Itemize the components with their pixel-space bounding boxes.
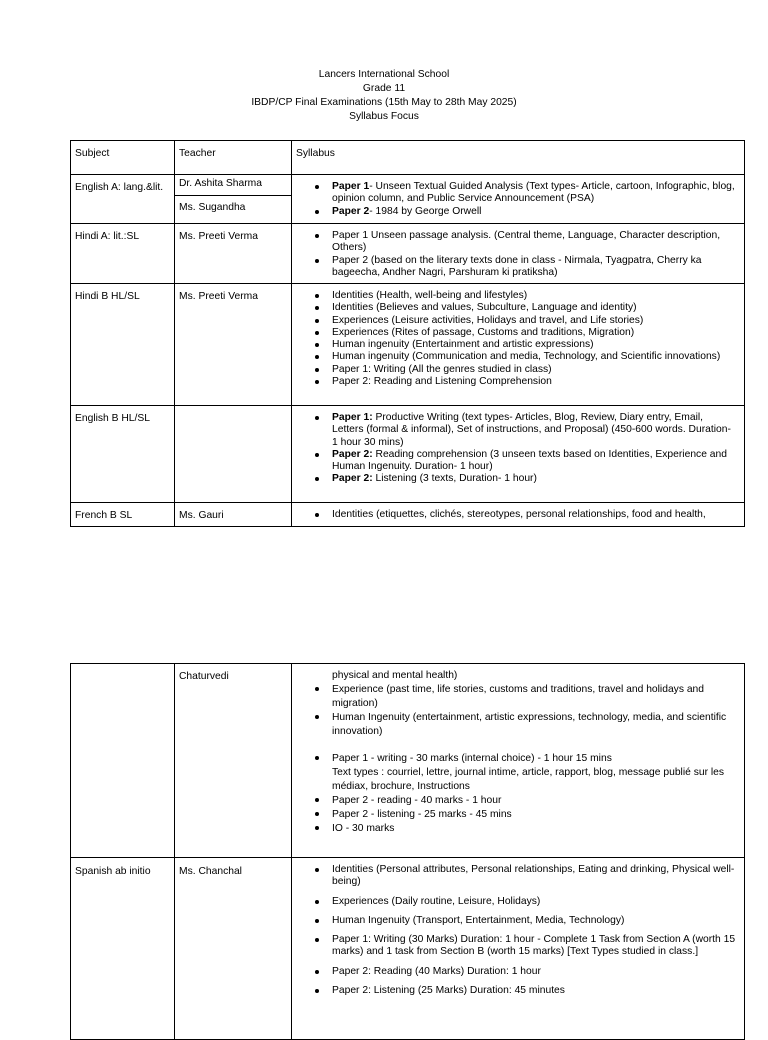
table-header-row [71, 141, 745, 175]
list-item: Human Ingenuity (entertainment, artistic expressions, technology, media, and scientific innovation) [332, 711, 736, 739]
subject-cell: Hindi A: lit.:SL [71, 224, 175, 284]
list-item: Paper 2: Listening (25 Marks) Duration: 45 minutes [332, 985, 736, 997]
syllabus-table-continued [70, 663, 745, 1040]
list-item: Human ingenuity (Communication and media, Technology, and Scientific innovations) [332, 351, 736, 363]
list-item: Paper 2: Listening (3 texts, Duration- 1 hour) [332, 473, 736, 485]
syllabus-cell [292, 175, 745, 224]
list-item: Paper 1 Unseen passage analysis. (Central theme, Language, Character description, Others) [332, 230, 736, 255]
teacher-cell [175, 406, 292, 503]
subject-cell: French B SL [71, 503, 175, 527]
exam-title: IBDP/CP Final Examinations (15th May to 28th May 2025) [251, 97, 517, 108]
syllabus-cell [292, 224, 745, 284]
table-row [71, 175, 745, 224]
teacher-cell: Ms. Preeti Verma [175, 284, 292, 406]
list-item: Experiences (Leisure activities, Holidays and travel, and Life stories) [332, 315, 736, 327]
table-row [71, 406, 745, 503]
list-item: Paper 2 (based on the literary texts done in class - Nirmala, Tyagpatra, Cherry ka bageecha, Andher Nagri, Parshuram ki pratiksha) [332, 255, 736, 280]
table-row [71, 224, 745, 284]
list-item: Identities (etiquettes, clichés, stereotypes, personal relationships, food and health, [332, 509, 736, 521]
syllabus-table [70, 140, 745, 527]
grade-label: Grade 11 [362, 83, 406, 94]
header-syllabus: Syllabus [292, 141, 745, 175]
list-item: Paper 2: Reading (40 Marks) Duration: 1 hour [332, 966, 736, 978]
list-item: Paper 1 - writing - 30 marks (internal choice) - 1 hour 15 mins Text types : courriel, lettre, journal intime, article, rapport, blog, message publié sur les médiax, brochure, Instructions [332, 752, 736, 794]
table-row [71, 284, 745, 406]
list-item: Paper 1: Writing (All the genres studied in class) [332, 364, 736, 376]
syllabus-cell [292, 503, 745, 527]
syllabus-focus-title: Syllabus Focus [349, 111, 419, 122]
list-item: Paper 2- 1984 by George Orwell [332, 206, 736, 218]
list-item: Experiences (Daily routine, Leisure, Holidays) [332, 896, 736, 908]
subject-cell: English B HL/SL [71, 406, 175, 503]
school-name: Lancers International School [318, 69, 450, 80]
header-subject: Subject [71, 141, 175, 175]
teacher-cell: Ms. Preeti Verma [175, 224, 292, 284]
list-item: Paper 2 - reading - 40 marks - 1 hour [332, 794, 736, 808]
continued-text: physical and mental health) [332, 670, 458, 681]
list-item: Paper 2: Reading comprehension (3 unseen texts based on Identities, Experience and Human Ingenuity. Duration- 1 hour) [332, 449, 736, 474]
list-item: Paper 2 - listening - 25 marks - 45 mins [332, 808, 736, 822]
table-row [71, 503, 745, 527]
list-item: Paper 2: Reading and Listening Comprehension [332, 376, 736, 388]
list-item: Human Ingenuity (Transport, Entertainment, Media, Technology) [332, 915, 736, 927]
syllabus-cell [292, 284, 745, 406]
subject-cell: Hindi B HL/SL [71, 284, 175, 406]
header-teacher: Teacher [175, 141, 292, 175]
teacher-cell [175, 175, 292, 224]
table-row [71, 664, 745, 858]
list-item: Identities (Believes and values, Subculture, Language and identity) [332, 302, 736, 314]
teacher-name: Ms. Sugandha [179, 202, 246, 214]
list-item: Human ingenuity (Entertainment and artistic expressions) [332, 339, 736, 351]
list-item: Experiences (Rites of passage, Customs and traditions, Migration) [332, 327, 736, 339]
list-item: Identities (Personal attributes, Personal relationships, Eating and drinking, Physical well-being) [332, 864, 735, 888]
teacher-name: Dr. Ashita Sharma [175, 175, 291, 196]
list-item: Paper 1: Writing (30 Marks) Duration: 1 hour - Complete 1 Task from Section A (worth 15 marks) and 1 task from Section B (worth 15 marks) [Text Types studied in class.] [332, 934, 736, 958]
table-row [71, 858, 745, 1040]
teacher-cell: Ms. Chanchal [175, 858, 292, 1040]
list-item: Identities (Health, well-being and lifestyles) [332, 290, 736, 302]
list-item: IO - 30 marks [332, 822, 736, 836]
subject-cell: English A: lang.&lit. [71, 175, 175, 224]
subject-cell: Spanish ab initio [71, 858, 175, 1040]
subject-cell [71, 664, 175, 858]
teacher-cell: Chaturvedi [175, 664, 292, 858]
document-header [0, 68, 768, 124]
syllabus-cell [292, 664, 745, 858]
list-item: Paper 1: Productive Writing (text types- Articles, Blog, Review, Diary entry, Email, Letters (formal & informal), Set of instructions, and Proposal) (450-600 words. Duration- 1 hour 30 mins) [332, 412, 736, 449]
syllabus-cell [292, 858, 745, 1040]
list-item: Paper 1- Unseen Textual Guided Analysis (Text types- Article, cartoon, Infographic, blog, opinion column, and Public Service Announcement (PSA) [332, 181, 735, 205]
syllabus-cell [292, 406, 745, 503]
teacher-cell: Ms. Gauri [175, 503, 292, 527]
list-item: Experience (past time, life stories, customs and traditions, travel and holidays and migration) [332, 683, 736, 711]
